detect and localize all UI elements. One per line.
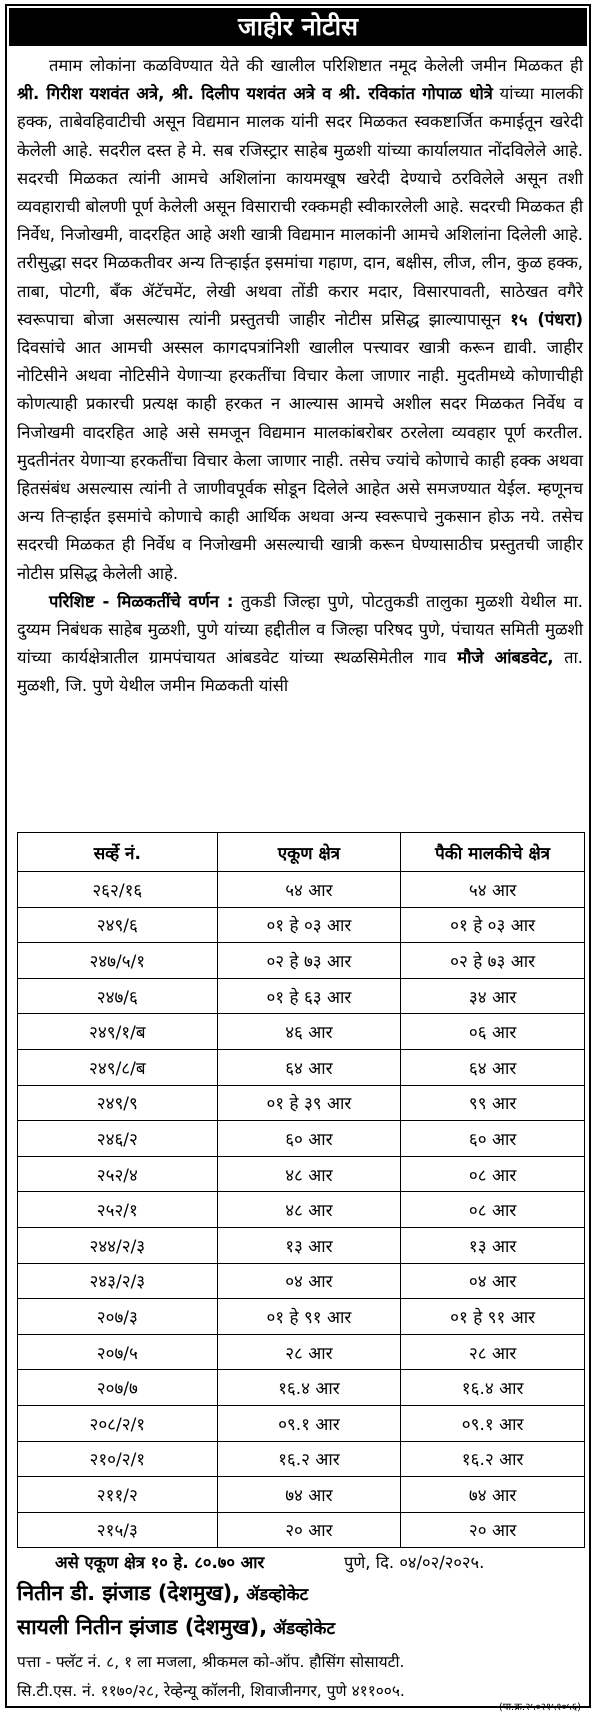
owned-area-cell: ६० आर — [401, 1121, 585, 1157]
survey-no-cell: २४३/२/३ — [18, 1263, 218, 1299]
address-line-2: सि.टी.एस. नं. ११७०/२८, रेव्हेन्यू कॉलनी, शिवाजीनगर, पुणे ४११००५. — [17, 1682, 405, 1700]
table-row — [18, 1512, 585, 1548]
total-area-cell: ०२ हे ७३ आर — [217, 943, 401, 979]
para1-part-b: यांच्या मालकी हक्क, ताबेवहिवाटीची असून विद्यमान मालक यांनी सदर मिळकत स्वकष्टार्जित कमाईतून खरेदी केलेली आहे. सदरील दस्त हे मे. सब रजिस्ट्रार साहेब मुळशी यांच्या कार्यालयात नोंदविलेले आहे. सदरची मिळकत त्यांनी आमचे अशिलांना कायमखूष खरेदी देण्याचे ठरविलेले असून तशी व्यवहाराची बोलणी पूर्ण केलेली असून विसाराची रक्कमही स्वीकारलेली आहे. सदरची मिळकत ही निर्वेध, निजोखमी, वादरहित आहे अशी खात्री विद्यमान मालकांनी आमचे अशिलांना दिलेली आहे. तरीसुद्धा सदर मिळकतीवर अन्य तिऱ्हाईत इसमांचा गहाण, दान, बक्षीस, लीज, लीन, कुळ हक्क, ताबा, पोटगी, बँक ॲटॅचमेंट, लेखी अथवा तोंडी करार मदार, विसारपावती, साठेखत वगैरे स्वरूपाचा बोजा असल्यास त्यांनी प्रस्तुतची जाहीर नोटीस प्रसिद्ध झाल्यापासून — [17, 84, 583, 329]
total-area-cell: ५४ आर — [217, 872, 401, 908]
table-row — [18, 1085, 585, 1121]
total-area-cell: ०४ आर — [217, 1263, 401, 1299]
header-owned-area: पैकी मालकीचे क्षेत्र — [401, 833, 585, 872]
owned-area-cell: ०४ आर — [401, 1263, 585, 1299]
table-row — [18, 907, 585, 943]
total-area-cell: ०९.१ आर — [217, 1405, 401, 1441]
owned-area-cell: १६.४ आर — [401, 1370, 585, 1406]
total-area-cell: २८ आर — [217, 1334, 401, 1370]
advocate-1-role: ॲडव्होकेट — [240, 1585, 309, 1605]
reference-number: (पा.क्र.२५०२१५१०५६) — [498, 1702, 581, 1713]
table-row — [18, 1405, 585, 1441]
description-part-b: ता. मुळशी, जि. पुणे येथील जमीन मिळकती यांसी — [17, 648, 584, 696]
table-header-row — [18, 833, 585, 872]
notice-paragraph — [17, 52, 583, 588]
owned-area-cell: २० आर — [401, 1512, 585, 1548]
table-body — [18, 872, 585, 1548]
total-area-cell: ०१ हे ०३ आर — [217, 907, 401, 943]
survey-no-cell: २५२/१ — [18, 1192, 218, 1228]
owned-area-cell: ०६ आर — [401, 1014, 585, 1050]
total-area-cell: ०१ हे ९१ आर — [217, 1299, 401, 1335]
total-area-cell: २० आर — [217, 1512, 401, 1548]
description-label: परिशिष्ट - मिळकतींचे वर्णन : — [49, 591, 234, 611]
total-area-cell: ०१ हे ६३ आर — [217, 978, 401, 1014]
total-area-cell: १६.४ आर — [217, 1370, 401, 1406]
total-area-cell: ०१ हे ३९ आर — [217, 1085, 401, 1121]
total-area-cell: ४६ आर — [217, 1014, 401, 1050]
survey-no-cell: २४४/२/३ — [18, 1227, 218, 1263]
owned-area-cell: ०९.१ आर — [401, 1405, 585, 1441]
owned-area-cell: ९९ आर — [401, 1085, 585, 1121]
survey-no-cell: २४६/२ — [18, 1121, 218, 1157]
table-row — [18, 1227, 585, 1263]
survey-no-cell: २१५/३ — [18, 1512, 218, 1548]
table-row — [18, 1477, 585, 1513]
owned-area-cell: ०८ आर — [401, 1156, 585, 1192]
table-row — [18, 872, 585, 908]
owned-area-cell: ०१ हे ९१ आर — [401, 1299, 585, 1335]
notice-body — [17, 52, 583, 701]
table-row — [18, 943, 585, 979]
owned-area-cell: १६.२ आर — [401, 1441, 585, 1477]
village-name: मौजे आंबडवेट, — [457, 648, 554, 668]
survey-no-cell: २०७/५ — [18, 1334, 218, 1370]
para1-part-a: तमाम लोकांना कळविण्यात येते की खालील परिशिष्टात नमूद केलेली जमीन मिळकत ही — [49, 56, 583, 75]
owned-area-cell: ५४ आर — [401, 872, 585, 908]
public-notice — [5, 4, 591, 1713]
owned-area-cell: ७४ आर — [401, 1477, 585, 1513]
survey-no-cell: २०७/७ — [18, 1370, 218, 1406]
owned-area-cell: ०८ आर — [401, 1192, 585, 1228]
survey-no-cell: २४९/९ — [18, 1085, 218, 1121]
advocate-2-role: ॲडव्होकेट — [267, 1619, 336, 1639]
survey-no-cell: २४९/६ — [18, 907, 218, 943]
table-row — [18, 1441, 585, 1477]
survey-no-cell: २०८/२/१ — [18, 1405, 218, 1441]
description-part-a: तुकडी जिल्हा पुणे, पोटतुकडी तालुका मुळशी येथील मा. दुय्यम निबंधक साहेब मुळशी, पुणे यांच्या हद्दीतील व जिल्हा परिषद पुणे, पंचायत समिती मुळशी यांच्या कार्यक्षेत्रातील ग्रामपंचायत आंबडवेट यांच्या स्थळसिमेतील गाव — [17, 591, 583, 668]
place-date: पुणे, दि. ०४/०२/२०२५. — [344, 1553, 485, 1572]
owned-area-cell: ०१ हे ०३ आर — [401, 907, 585, 943]
table-row — [18, 1263, 585, 1299]
table-row — [18, 978, 585, 1014]
total-area: असे एकूण क्षेत्र १० हे. ८०.७० आर — [55, 1553, 265, 1572]
owned-area-cell: १३ आर — [401, 1227, 585, 1263]
table-row — [18, 1049, 585, 1085]
para1-part-c: दिवसांचे आत आमची अस्सल कागदपत्रांनिशी खालील पत्त्यावर खात्री करून द्यावी. जाहीर नोटिसीने अथवा नोटिसीने येणाऱ्या हरकतींचा विचार केला जाणार नाही. मुदतीमध्ये कोणाचीही कोणत्याही प्रकारची प्रत्यक्ष काही हरकत न आल्यास आमचे अशील सदर मिळकत निर्वेध व निजोखमी वादरहित आहे असे समजून विद्यमान मालकांबरोबर ठरलेला व्यवहार पूर्ण करतील. मुदतीनंतर येणाऱ्या हरकतींचा विचार केला जाणार नाही. तसेच ज्यांचे कोणाचे काही हक्क अथवा हितसंबंध असल्यास त्यांनी ते जाणीवपूर्वक सोडून दिलेले आहेत असे समजण्यात येईल. म्हणूनच अन्य तिऱ्हाईत इसमांचे कोणाचे काही आर्थिक अथवा अन्य स्वरूपाचे नुकसान होऊ नये. तसेच सदरची मिळकत ही निर्वेध व निजोखमी असल्याची खात्री करून घेण्यासाठीच प्रस्तुतची जाहीर नोटीस प्रसिद्ध केलेली आहे. — [17, 338, 583, 583]
total-area-cell: ७४ आर — [217, 1477, 401, 1513]
objection-period: १५ (पंधरा) — [510, 309, 584, 329]
table-row — [18, 1370, 585, 1406]
table-row — [18, 1121, 585, 1157]
owned-area-cell: ३४ आर — [401, 978, 585, 1014]
survey-no-cell: २११/२ — [18, 1477, 218, 1513]
advocate-2-name: सायली नितीन झंजाड (देशमुख), — [17, 1615, 268, 1639]
owned-area-cell: ०२ हे ७३ आर — [401, 943, 585, 979]
owned-area-cell: २८ आर — [401, 1334, 585, 1370]
table-row — [18, 1192, 585, 1228]
survey-no-cell: २४९/१/ब — [18, 1014, 218, 1050]
header-total-area: एकूण क्षेत्र — [217, 833, 401, 872]
header-survey-no: सर्व्हे नं. — [18, 833, 218, 872]
survey-no-cell: २०७/३ — [18, 1299, 218, 1335]
survey-no-cell: २४७/५/१ — [18, 943, 218, 979]
advocate-1 — [17, 1579, 308, 1607]
table-row — [18, 1156, 585, 1192]
total-area-cell: ६४ आर — [217, 1049, 401, 1085]
table-row — [18, 1334, 585, 1370]
property-description — [17, 588, 583, 701]
total-area-cell: १३ आर — [217, 1227, 401, 1263]
survey-no-cell: २५२/४ — [18, 1156, 218, 1192]
survey-no-cell: २१०/२/१ — [18, 1441, 218, 1477]
survey-table — [17, 832, 585, 1548]
total-area-cell: ६० आर — [217, 1121, 401, 1157]
survey-no-cell: २४९/८/ब — [18, 1049, 218, 1085]
table-row — [18, 1014, 585, 1050]
survey-no-cell: २४७/६ — [18, 978, 218, 1014]
advocate-2 — [17, 1613, 335, 1641]
total-area-cell: ४८ आर — [217, 1192, 401, 1228]
owned-area-cell: ६४ आर — [401, 1049, 585, 1085]
total-area-cell: १६.२ आर — [217, 1441, 401, 1477]
total-area-cell: ४८ आर — [217, 1156, 401, 1192]
address-line-1: पत्ता - फ्लॅट नं. ८, १ ला मजला, श्रीकमल को-ऑप. हौसिंग सोसायटी. — [17, 1653, 405, 1671]
notice-title: जाहीर नोटीस — [9, 8, 587, 46]
owner-names: श्री. गिरीश यशवंत अत्रे, श्री. दिलीप यशवंत अत्रे व श्री. रविकांत गोपाळ धोत्रे — [17, 84, 493, 104]
survey-no-cell: २६२/१६ — [18, 872, 218, 908]
table-row — [18, 1299, 585, 1335]
advocate-1-name: नितीन डी. झंजाड (देशमुख), — [17, 1581, 241, 1605]
